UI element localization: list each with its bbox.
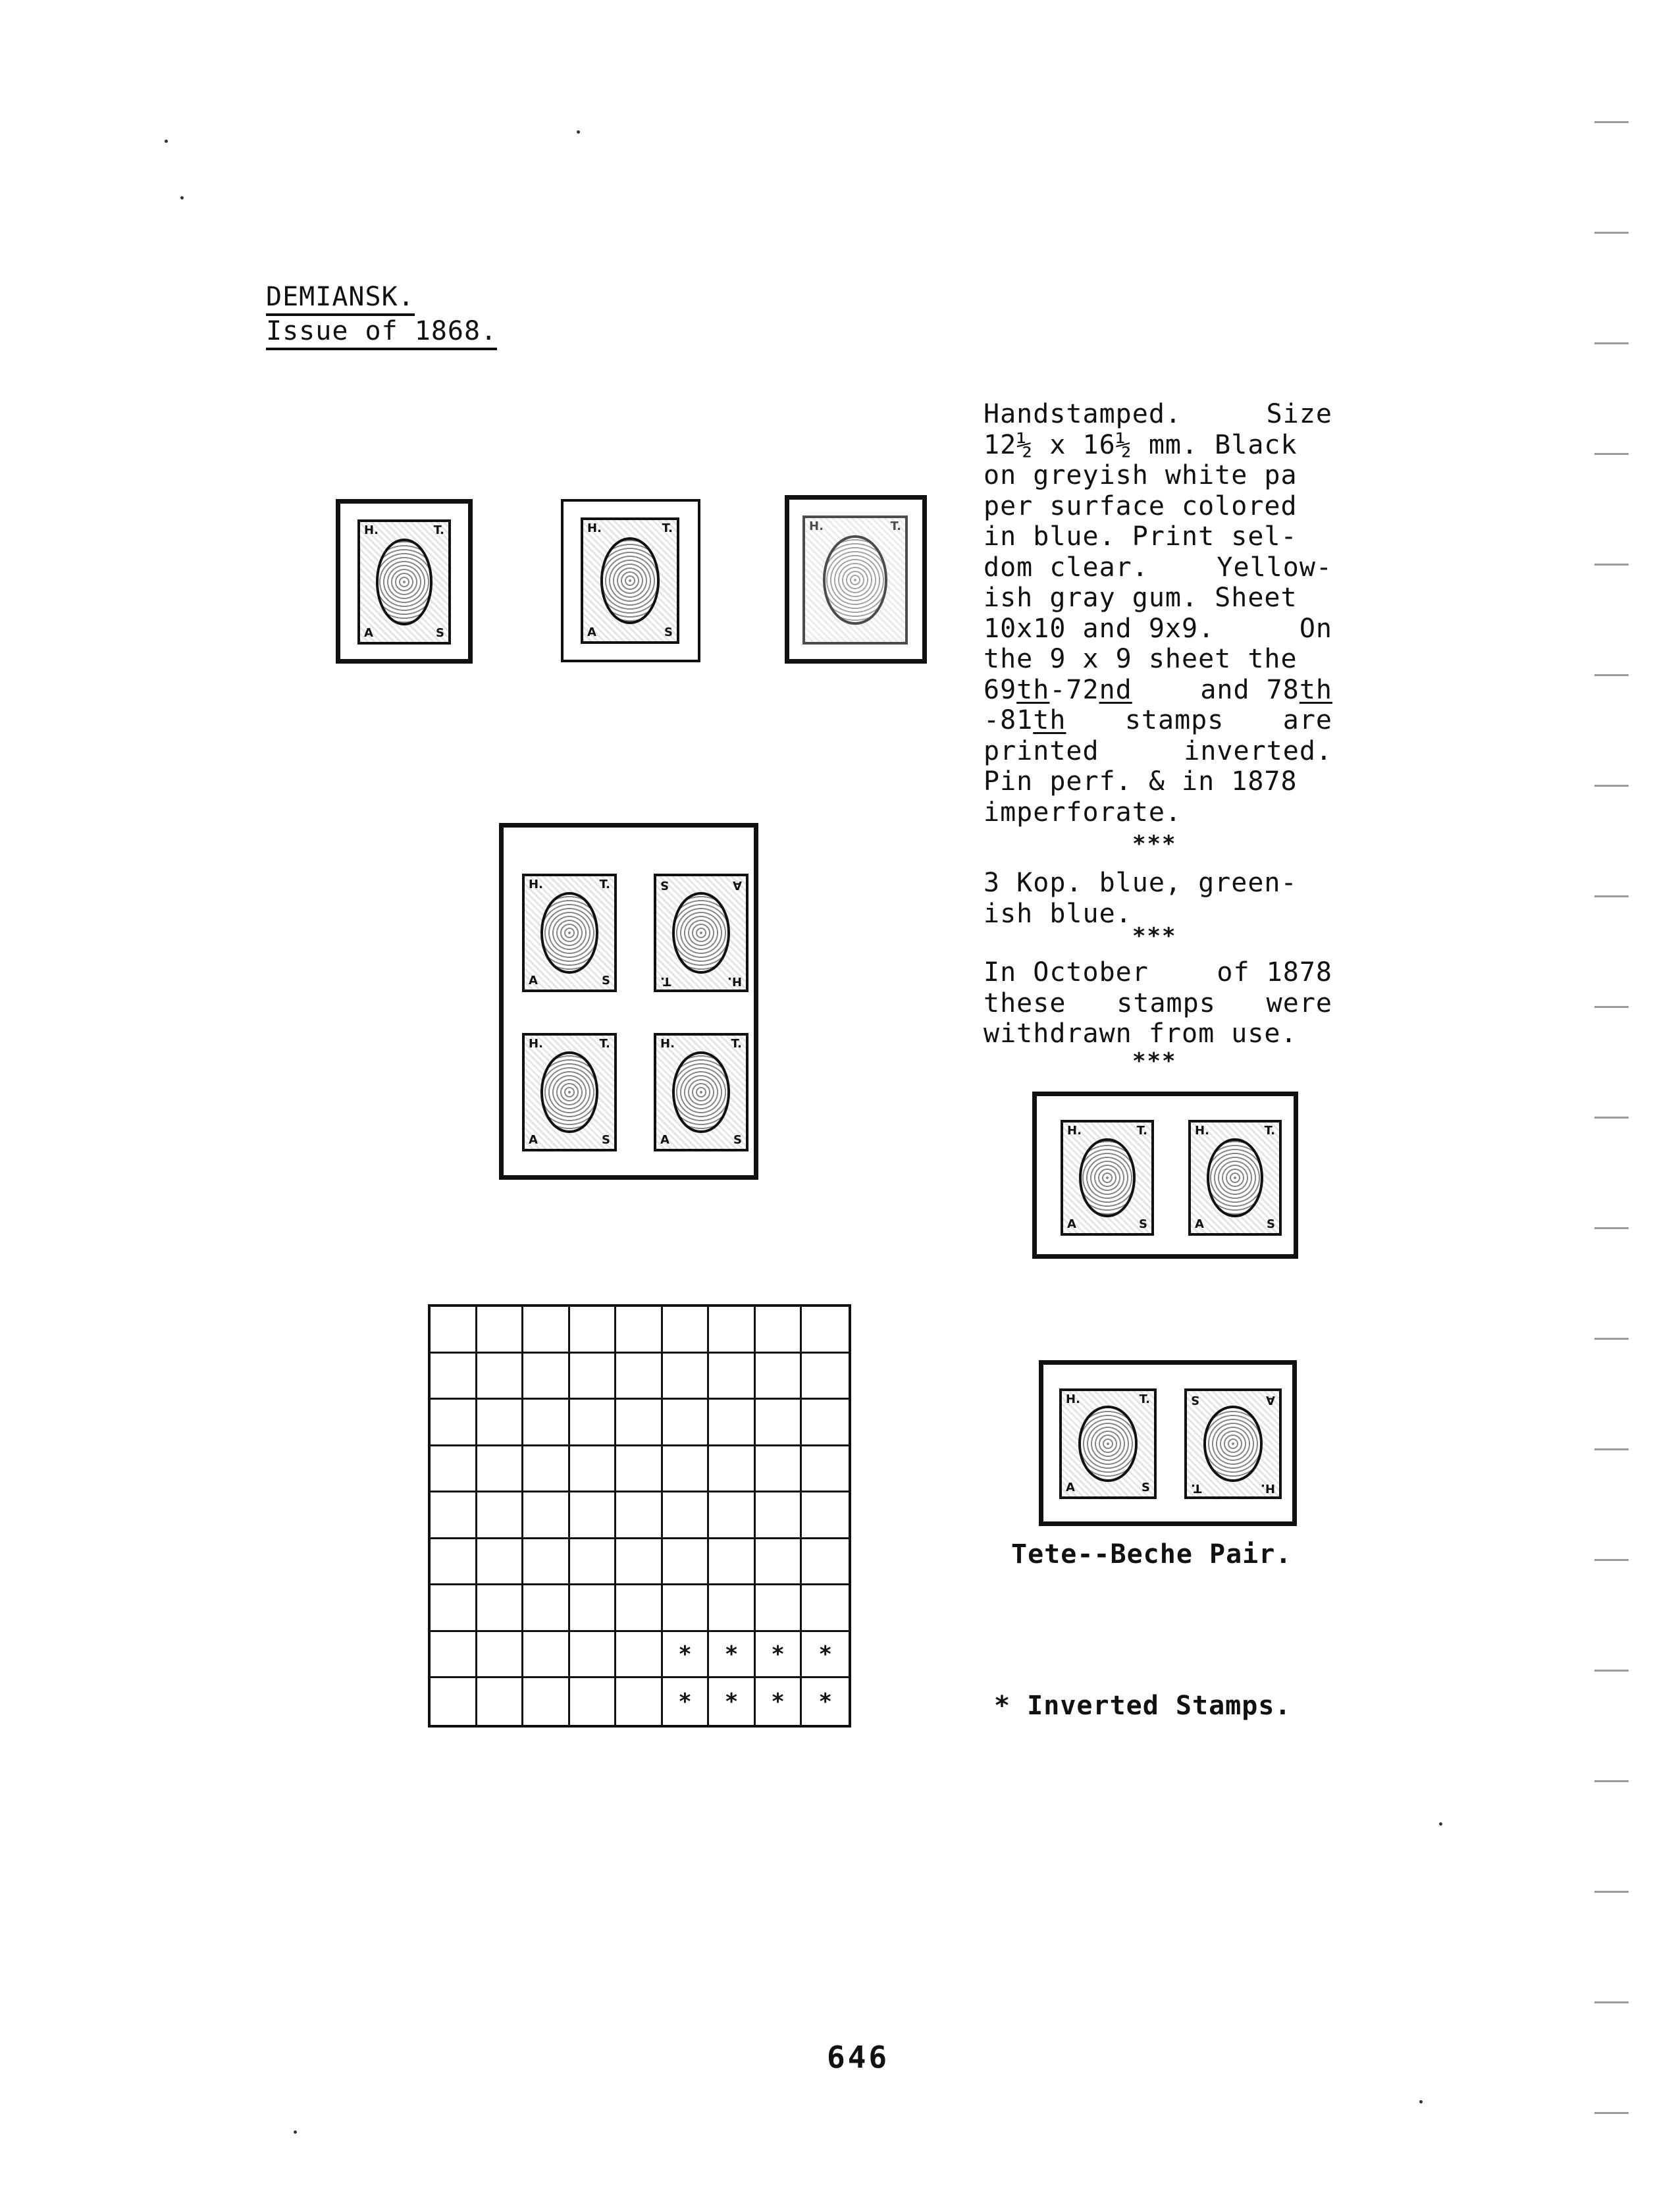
sheet-cell	[802, 1539, 849, 1586]
sheet-cell	[709, 1585, 756, 1632]
sheet-cell	[802, 1446, 849, 1493]
stamp	[1059, 1388, 1157, 1499]
sheet-cell	[616, 1585, 663, 1632]
coat-of-arms-oval	[600, 537, 660, 624]
sheet-cell	[616, 1539, 663, 1586]
sheet-cell	[570, 1446, 617, 1493]
coat-of-arms-oval	[1078, 1406, 1138, 1481]
coat-of-arms-oval	[1207, 1138, 1263, 1218]
stamp-corner-letter: H.	[364, 523, 379, 537]
inverted-stamps-legend: * Inverted Stamps.	[994, 1691, 1292, 1721]
sheet-cell	[663, 1585, 710, 1632]
sheet-cell	[616, 1446, 663, 1493]
coat-of-arms-oval	[376, 539, 433, 625]
sheet-cell	[802, 1307, 849, 1354]
edge-tick	[1594, 1670, 1629, 1672]
sheet-cell	[616, 1354, 663, 1400]
block-of-four-image	[499, 823, 758, 1180]
coat-of-arms-oval	[540, 892, 598, 974]
stamp-corner-letter: A	[660, 1133, 669, 1147]
sheet-cell	[477, 1492, 524, 1539]
stamp-corner-letter: S	[660, 878, 669, 892]
sheet-cell	[709, 1446, 756, 1493]
issue-subtitle: Issue of 1868.	[266, 316, 497, 346]
sheet-cell	[523, 1492, 570, 1539]
sheet-cell	[523, 1539, 570, 1586]
sheet-cell	[477, 1539, 524, 1586]
stamp-corner-letter: S	[602, 1133, 610, 1147]
sheet-cell	[431, 1446, 477, 1493]
section-title: DEMIANSK.	[266, 282, 415, 312]
sheet-cell	[663, 1400, 710, 1446]
sheet-cell-inverted: *	[709, 1632, 756, 1679]
sheet-cell	[431, 1307, 477, 1354]
sheet-cell	[431, 1585, 477, 1632]
sheet-cell	[570, 1539, 617, 1586]
stamp-corner-letter: H.	[660, 1037, 675, 1051]
stamp-corner-letter: H.	[529, 878, 543, 891]
sheet-cell	[663, 1492, 710, 1539]
sheet-cell	[756, 1446, 802, 1493]
sheet-cell	[523, 1446, 570, 1493]
separator-stars: ***	[1132, 923, 1177, 949]
edge-tick	[1594, 1891, 1629, 1893]
edge-tick	[1594, 895, 1629, 897]
edge-tick	[1594, 1448, 1629, 1450]
sheet-cell-inverted: *	[802, 1632, 849, 1679]
stamp-corner-letter: S	[1267, 1217, 1275, 1231]
sheet-cell	[756, 1539, 802, 1586]
stamp-corner-letter: T.	[1264, 1124, 1275, 1138]
edge-tick	[1594, 1006, 1629, 1008]
stamp-corner-letter: S	[733, 1133, 742, 1147]
sheet-cell	[709, 1354, 756, 1400]
color-description: 3 Kop. blue, green- ish blue.	[984, 868, 1298, 929]
edge-tick	[1594, 232, 1629, 234]
sheet-cell	[570, 1354, 617, 1400]
sheet-cell	[477, 1307, 524, 1354]
sheet-cell	[431, 1678, 477, 1725]
withdrawal-note: In October of 1878 these stamps were withdrawn from use.	[984, 957, 1332, 1049]
separator-stars: ***	[1132, 831, 1177, 857]
stamp	[1188, 1120, 1282, 1236]
stamp-corner-letter: S	[1142, 1481, 1150, 1494]
stamp-corner-letter: S	[664, 625, 673, 639]
sheet-cell-inverted: *	[756, 1632, 802, 1679]
sheet-cell	[616, 1632, 663, 1679]
sheet-cell	[663, 1539, 710, 1586]
tete-beche-pair-image	[1039, 1360, 1297, 1526]
stamp-corner-letter: H.	[587, 521, 602, 535]
stamp-corner-letter: T.	[599, 1037, 610, 1051]
stamp-corner-letter: H.	[1067, 1124, 1082, 1138]
edge-tick	[1594, 564, 1629, 566]
scan-speck	[577, 130, 580, 134]
sheet-cell	[709, 1539, 756, 1586]
edge-tick	[1594, 785, 1629, 787]
stamp	[522, 1033, 617, 1151]
stamp-corner-letter: S	[602, 974, 610, 988]
stamp-corner-letter: T.	[1139, 1392, 1150, 1406]
sheet-cell	[523, 1354, 570, 1400]
coat-of-arms-oval	[823, 535, 887, 624]
stamp-corner-letter: T.	[731, 1037, 742, 1051]
sheet-cell	[477, 1354, 524, 1400]
stamp-corner-letter: A	[1067, 1217, 1076, 1231]
stamp-corner-letter: T.	[1136, 1124, 1147, 1138]
stamp-description: Handstamped. Size 12½ x 16½ mm. Black on greyish white pa per surface colored in blue. Print sel- dom clear. Yellow- ish gray gum. Sheet 10x10 and 9x9. On the 9 x 9 sheet the 69th-72nd and 78th -81th stamps are printed inverted. Pin perf. & in 1878 imperforate.	[984, 399, 1332, 828]
stamp-corner-letter: H.	[1066, 1392, 1080, 1406]
sheet-cell	[570, 1400, 617, 1446]
sheet-cell	[523, 1678, 570, 1725]
sheet-cell	[802, 1492, 849, 1539]
stamp-corner-letter: H.	[1195, 1124, 1209, 1138]
sheet-cell	[477, 1632, 524, 1679]
sheet-cell	[570, 1492, 617, 1539]
single-stamp-image	[561, 499, 700, 662]
sheet-cell-inverted: *	[818, 1688, 832, 1715]
sheet-cell	[616, 1307, 663, 1354]
sheet-cell	[477, 1678, 524, 1725]
edge-tick	[1594, 453, 1629, 455]
stamp-corner-letter: A	[733, 878, 742, 892]
sheet-cell	[616, 1678, 663, 1725]
sheet-layout-grid	[428, 1304, 851, 1728]
sheet-cell-inverted: *	[663, 1632, 710, 1679]
sheet-cell-inverted: *	[663, 1678, 710, 1725]
stamp-corner-letter: T.	[1191, 1481, 1202, 1495]
stamp-corner-letter: A	[529, 974, 538, 988]
sheet-cell	[709, 1492, 756, 1539]
edge-tick	[1594, 1780, 1629, 1782]
coat-of-arms-oval	[1079, 1138, 1136, 1218]
sheet-cell	[802, 1585, 849, 1632]
stamp-corner-letter: H.	[1261, 1481, 1275, 1495]
sheet-cell	[431, 1354, 477, 1400]
stamp-corner-letter: A	[364, 626, 373, 640]
edge-tick	[1594, 121, 1629, 123]
sheet-cell	[709, 1307, 756, 1354]
tete-beche-caption: Tete--Beche Pair.	[1011, 1539, 1292, 1570]
stamp-corner-letter: H.	[809, 519, 824, 533]
sheet-cell	[477, 1585, 524, 1632]
edge-tick	[1594, 1227, 1629, 1229]
stamp-corner-letter: A	[1195, 1217, 1204, 1231]
edge-tick	[1594, 674, 1629, 676]
stamp-corner-letter: S	[1139, 1217, 1147, 1231]
edge-tick	[1594, 1117, 1629, 1119]
single-stamp-image	[785, 495, 927, 664]
sheet-cell	[663, 1307, 710, 1354]
sheet-cell	[570, 1632, 617, 1679]
sheet-cell	[431, 1400, 477, 1446]
sheet-cell	[431, 1492, 477, 1539]
stamp-corner-letter: H.	[727, 974, 742, 988]
sheet-cell	[709, 1400, 756, 1446]
edge-tick	[1594, 2112, 1629, 2114]
scan-speck	[165, 140, 168, 143]
coat-of-arms-oval	[1203, 1406, 1263, 1481]
stamp-corner-letter: S	[1191, 1393, 1199, 1407]
stamp-corner-letter: A	[1066, 1481, 1075, 1494]
stamp-corner-letter: T.	[433, 523, 444, 537]
sheet-cell	[616, 1400, 663, 1446]
sheet-cell	[477, 1446, 524, 1493]
stamp-corner-letter: A	[529, 1133, 538, 1147]
single-stamp-image	[336, 499, 473, 664]
scan-speck	[180, 196, 184, 199]
stamp	[357, 519, 451, 645]
scan-speck	[1419, 2100, 1423, 2103]
stamp-corner-letter: T.	[662, 521, 673, 535]
stamp	[1061, 1120, 1154, 1236]
sheet-cell	[756, 1307, 802, 1354]
sheet-cell	[570, 1678, 617, 1725]
sheet-cell	[570, 1585, 617, 1632]
edge-tick	[1594, 1559, 1629, 1561]
stamp	[581, 517, 679, 644]
sheet-cell	[570, 1307, 617, 1354]
sheet-cell	[756, 1354, 802, 1400]
stamp-corner-letter: T.	[660, 974, 671, 988]
sheet-cell	[523, 1632, 570, 1679]
stamp-corner-letter: S	[436, 626, 444, 640]
inverted-stamp	[654, 874, 748, 992]
stamp	[802, 515, 908, 645]
page-number: 646	[827, 2040, 890, 2075]
scan-speck	[294, 2130, 297, 2134]
edge-tick	[1594, 2001, 1629, 2003]
sheet-cell	[431, 1632, 477, 1679]
sheet-cell-inverted: *	[709, 1678, 756, 1725]
stamp-pair-image	[1032, 1092, 1298, 1259]
stamp-corner-letter: H.	[529, 1037, 543, 1051]
sheet-cell	[756, 1400, 802, 1446]
stamp-corner-letter: A	[587, 625, 596, 639]
sheet-cell	[663, 1446, 710, 1493]
coat-of-arms-oval	[673, 892, 730, 974]
edge-tick	[1594, 342, 1629, 344]
coat-of-arms-oval	[672, 1051, 729, 1133]
sheet-cell	[523, 1585, 570, 1632]
sheet-cell	[523, 1400, 570, 1446]
sheet-cell	[431, 1539, 477, 1586]
sheet-cell	[756, 1585, 802, 1632]
coat-of-arms-oval	[540, 1051, 598, 1133]
stamp-corner-letter: T.	[890, 519, 901, 533]
edge-tick	[1594, 1338, 1629, 1340]
sheet-cell	[802, 1354, 849, 1400]
sheet-cell	[616, 1492, 663, 1539]
sheet-cell	[477, 1400, 524, 1446]
sheet-cell-inverted: *	[756, 1678, 802, 1725]
stamp-corner-letter: A	[1266, 1393, 1275, 1407]
stamp-corner-letter: T.	[599, 878, 610, 891]
scan-speck	[1439, 1822, 1442, 1826]
stamp	[522, 874, 617, 992]
stamp	[654, 1033, 748, 1151]
sheet-cell	[663, 1354, 710, 1400]
sheet-cell	[802, 1400, 849, 1446]
inverted-stamp	[1184, 1388, 1282, 1499]
separator-stars: ***	[1132, 1048, 1177, 1074]
sheet-cell	[523, 1307, 570, 1354]
sheet-cell	[756, 1492, 802, 1539]
